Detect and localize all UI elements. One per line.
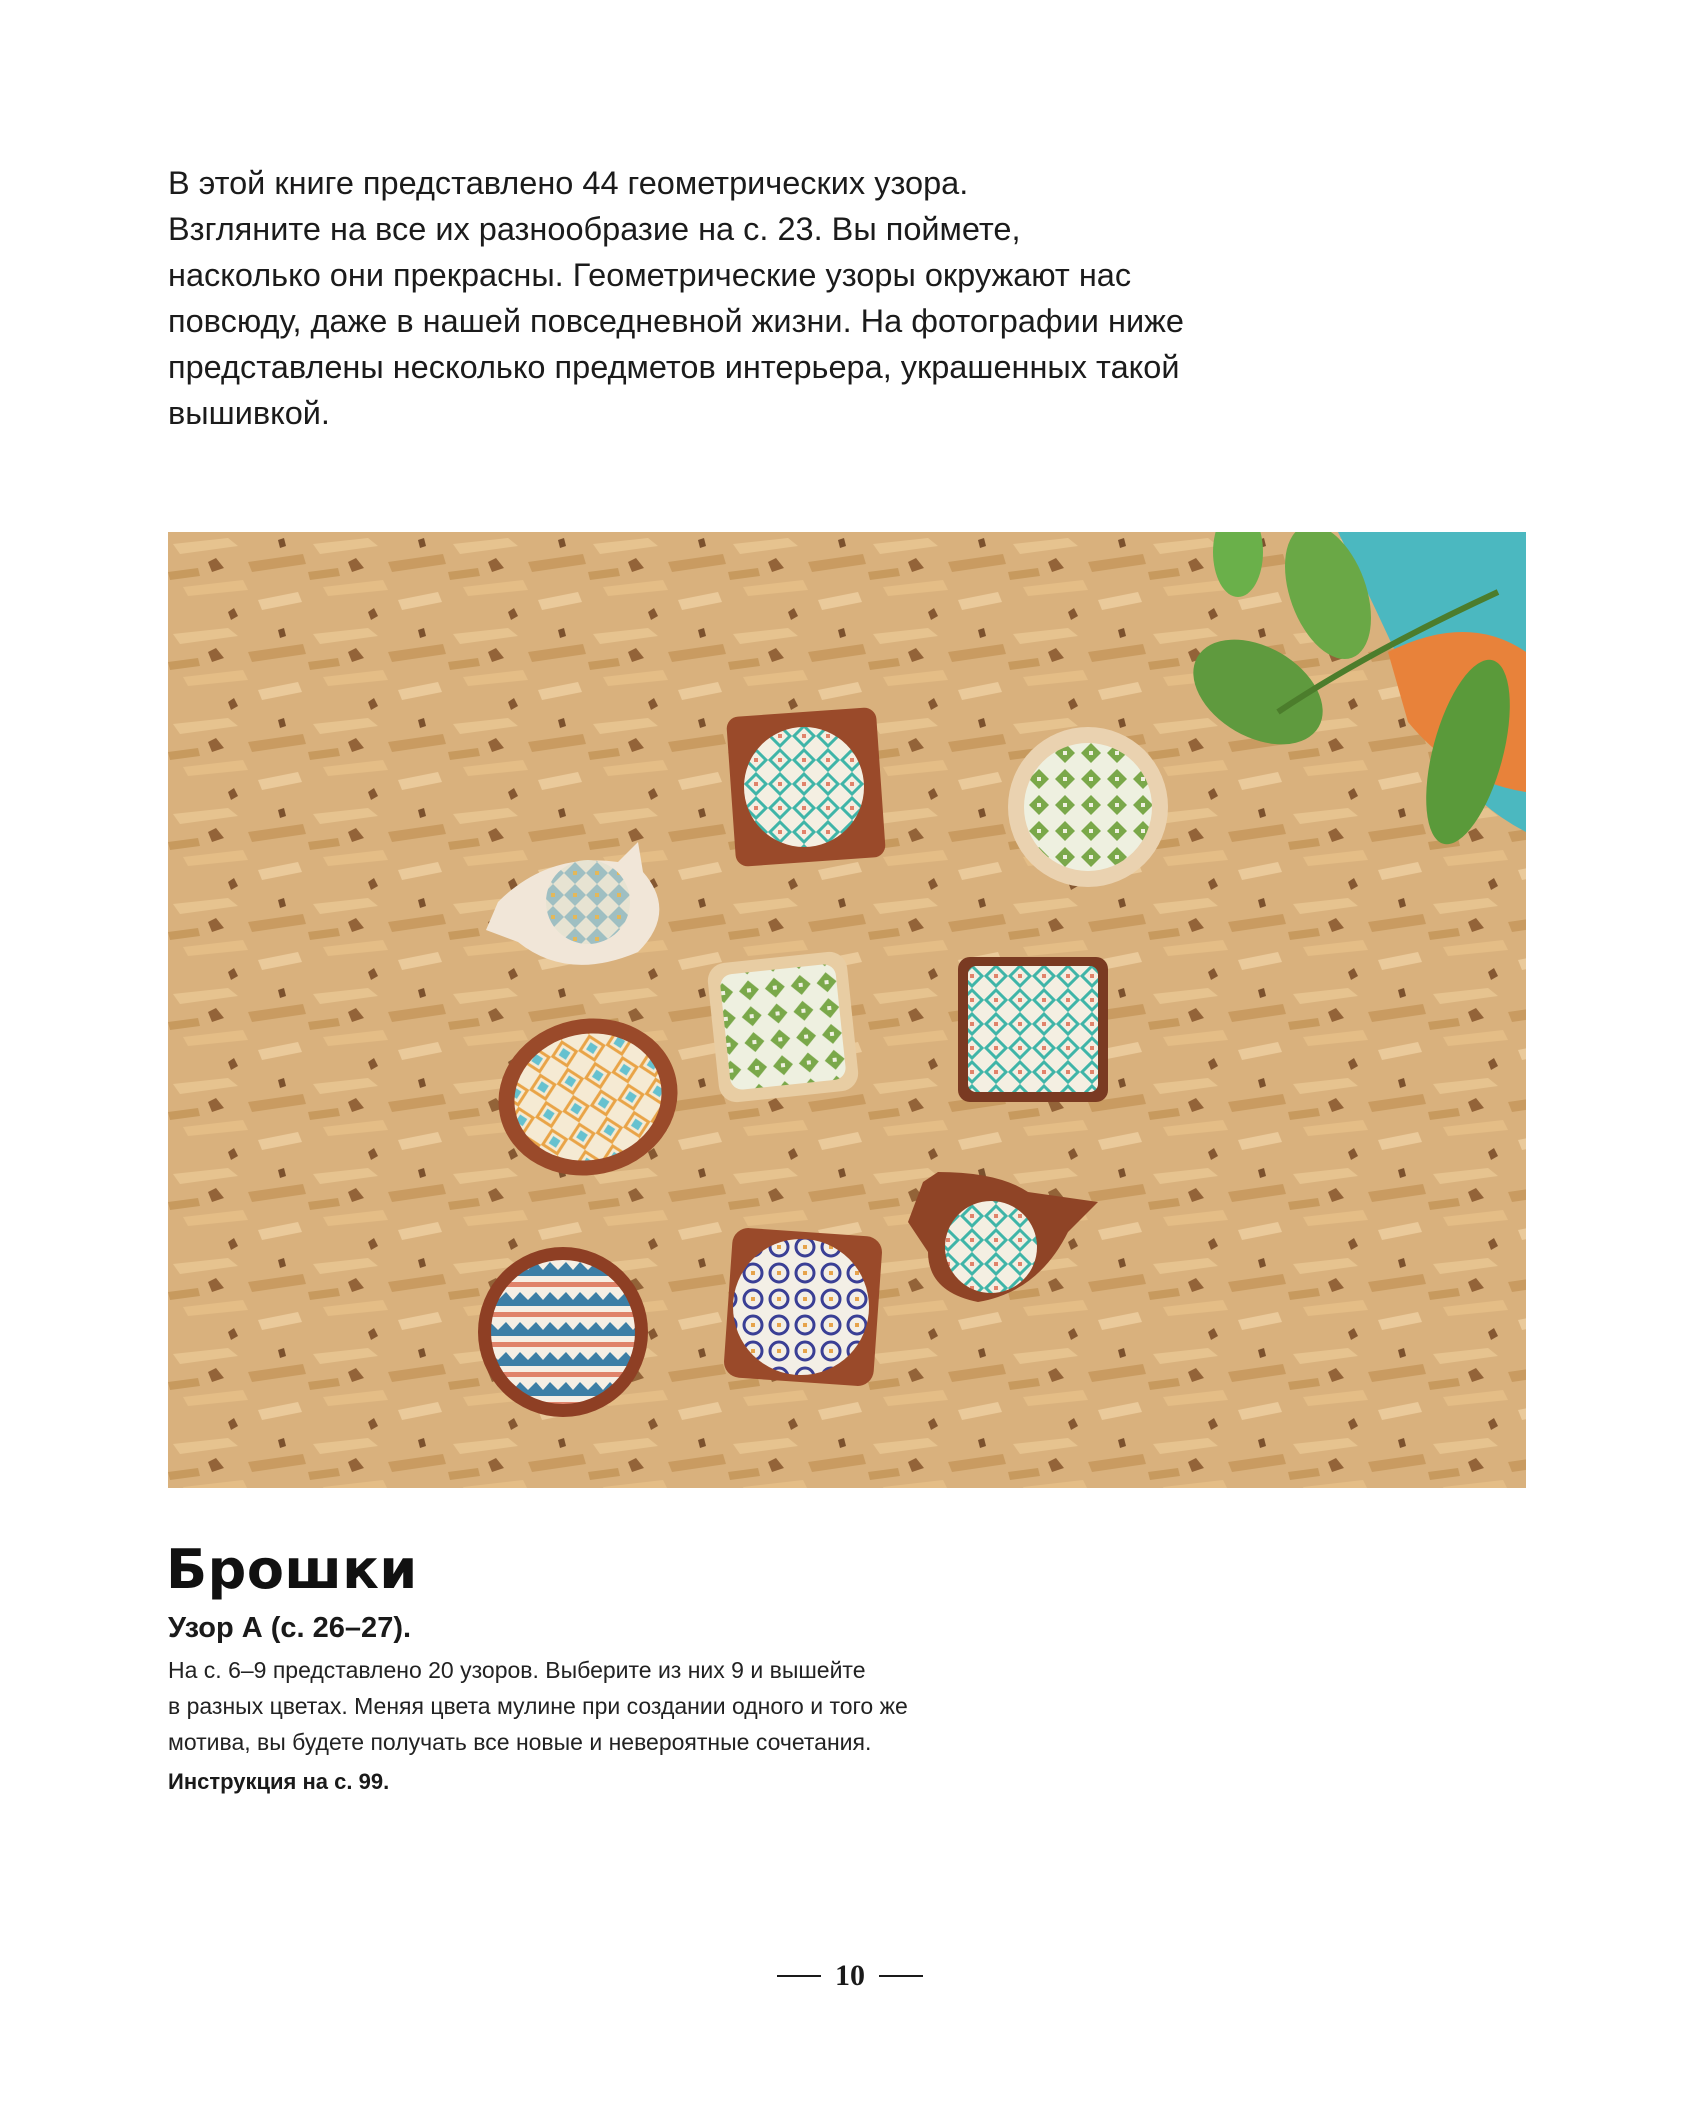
right-rule — [879, 1975, 923, 1977]
intro-line: повсюду, даже в нашей повседневной жизни. На фотографии ниже — [168, 303, 1184, 339]
intro-line: представлены несколько предметов интерьера, украшенных такой — [168, 349, 1180, 385]
pattern-reference: Узор А (с. 26–27). — [168, 1612, 412, 1644]
description-line: мотива, вы будете получать все новые и невероятные сочетания. — [168, 1729, 872, 1755]
section-description — [168, 1652, 1068, 1760]
description-line: На с. 6–9 представлено 20 узоров. Выберите из них 9 и вышейте — [168, 1657, 866, 1683]
page-number: 10 — [835, 1959, 865, 1992]
instruction-reference: Инструкция на с. 99. — [168, 1769, 390, 1794]
intro-line: вышивкой. — [168, 395, 330, 431]
section-title: Брошки — [166, 1538, 418, 1601]
brooches-photo — [168, 532, 1526, 1488]
left-rule — [777, 1975, 821, 1977]
intro-line: В этой книге представлено 44 геометрических узора. — [168, 165, 969, 201]
description-line: в разных цветах. Меняя цвета мулине при создании одного и того же — [168, 1693, 908, 1719]
intro-paragraph — [168, 160, 1268, 436]
intro-line: насколько они прекрасны. Геометрические узоры окружают нас — [168, 257, 1132, 293]
intro-line: Взгляните на все их разнообразие на с. 23. Вы поймете, — [168, 211, 1021, 247]
page-footer — [0, 1956, 1700, 1996]
